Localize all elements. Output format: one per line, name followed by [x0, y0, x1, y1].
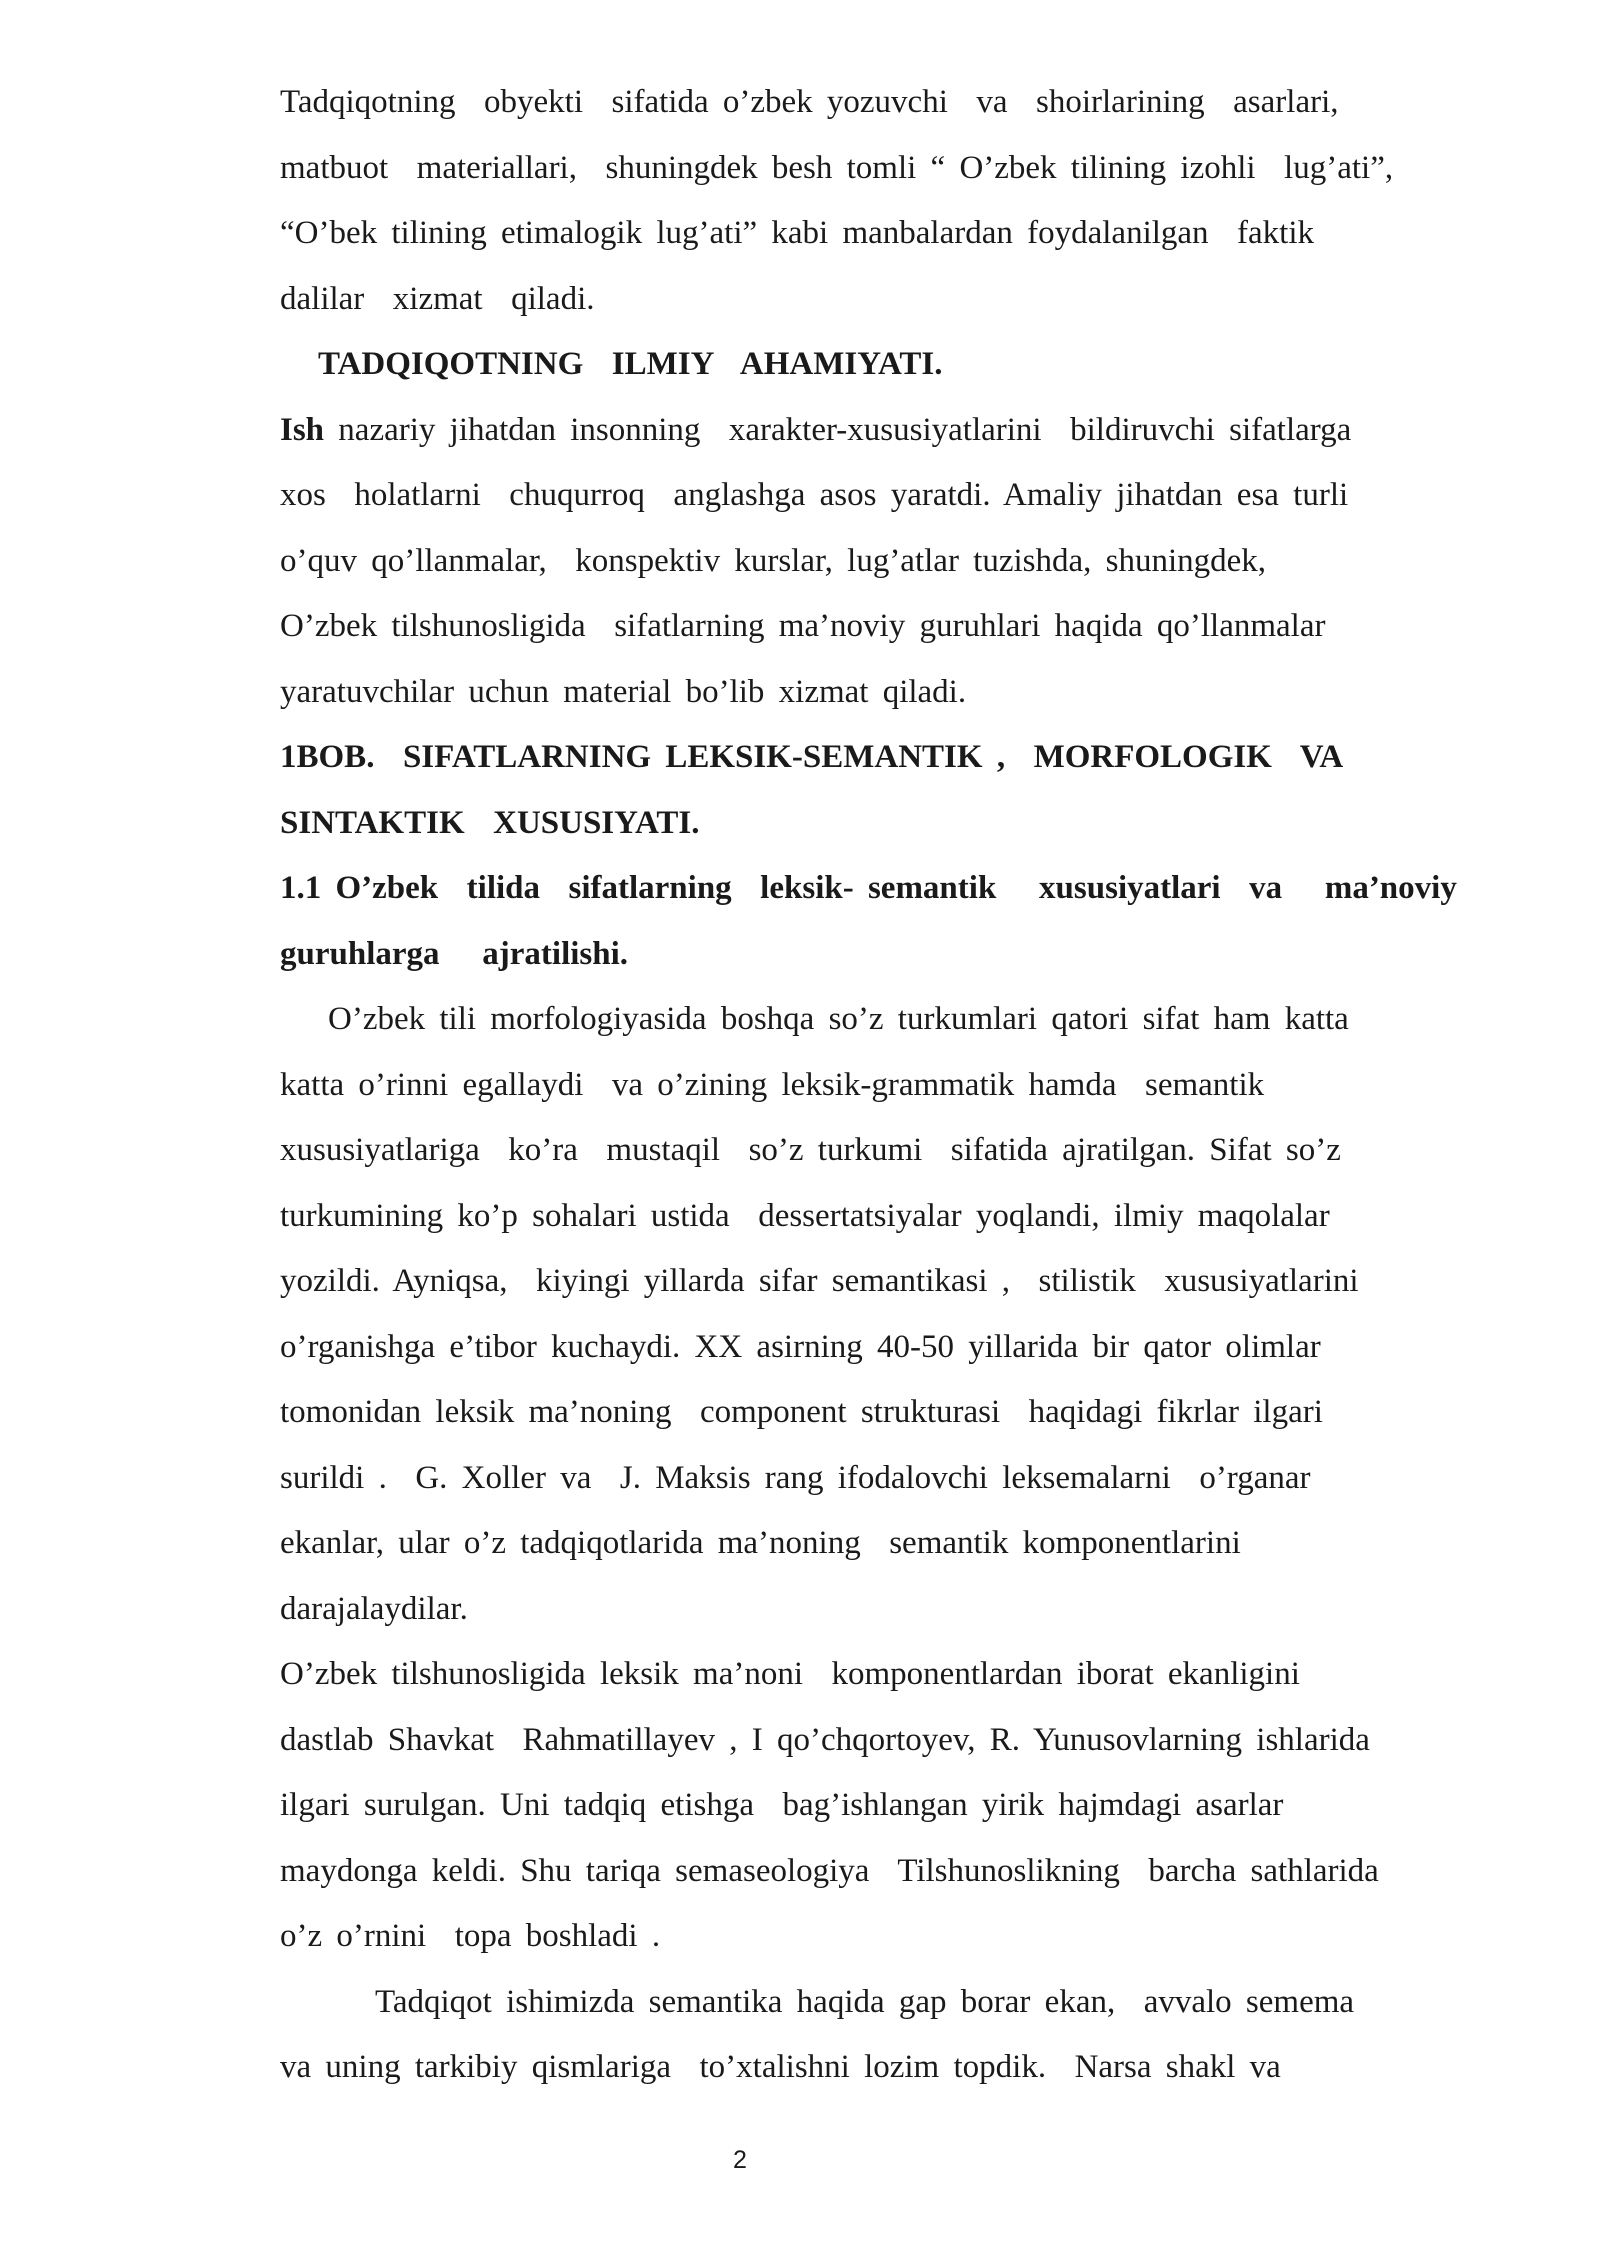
- page-number: 2: [733, 2146, 747, 2174]
- paragraph-line: o’rganishga e’tibor kuchaydi. XX asirning 40-50 yillarida bir qator olimlar: [280, 1328, 1321, 1365]
- subsection-heading: 1.1 O’zbek tilida sifatlarning leksik- semantik xususiyatlari va ma’noviy: [280, 870, 1457, 906]
- paragraph-line: matbuot materiallari, shuningdek besh tomli “ O’zbek tilining izohli lug’ati”,: [280, 149, 1394, 186]
- paragraph-line: O’zbek tili morfologiyasida boshqa so’z turkumlari qatori sifat ham katta: [328, 1001, 1349, 1037]
- paragraph-text: nazariy jihatdan insonning xarakter-xususiyatlarini bildiruvchi sifatlarga: [324, 411, 1352, 448]
- paragraph-line: Tadqiqotning obyekti sifatida o’zbek yozuvchi va shoirlarining asarlari,: [280, 84, 1339, 120]
- paragraph-line: ilgari surulgan. Uni tadqiq etishga bag’ishlangan yirik hajmdagi asarlar: [280, 1787, 1284, 1823]
- section-heading: TADQIQOTNING ILMIY AHAMIYATI.: [318, 346, 943, 382]
- paragraph-line: surildi . G. Xoller va J. Maksis rang ifodalovchi leksemalarni o’rganar: [280, 1459, 1311, 1496]
- paragraph-line: Tadqiqot ishimizda semantika haqida gap borar ekan, avvalo semema: [375, 1983, 1355, 2020]
- paragraph-line: O’zbek tilshunosligida leksik ma’noni komponentlardan iborat ekanligini: [280, 1656, 1300, 1692]
- paragraph-line: xususiyatlariga ko’ra mustaqil so’z turkumi sifatida ajratilgan. Sifat so’z: [280, 1132, 1341, 1168]
- paragraph-line: o’z o’rnini topa boshladi .: [280, 1918, 661, 1954]
- paragraph-line: dalilar xizmat qiladi.: [280, 280, 595, 317]
- paragraph-line: o’quv qo’llanmalar, konspektiv kurslar, lug’atlar tuzishda, shuningdek,: [280, 542, 1267, 579]
- paragraph-line: ekanlar, ular o’z tadqiqotlarida ma’noning semantik komponentlarini: [280, 1525, 1241, 1561]
- chapter-heading: SINTAKTIK XUSUSIYATI.: [280, 804, 700, 841]
- paragraph-line: O’zbek tilshunosligida sifatlarning ma’noviy guruhlari haqida qo’llanmalar: [280, 608, 1326, 644]
- paragraph-line: [280, 398, 1550, 464]
- paragraph-line: katta o’rinni egallaydi va o’zining leksik-grammatik hamda semantik: [280, 1066, 1265, 1103]
- document-body: [280, 70, 1550, 2101]
- paragraph-line: va uning tarkibiy qismlariga to’xtalishni lozim topdik. Narsa shakl va: [280, 2049, 1281, 2085]
- paragraph-line: maydonga keldi. Shu tariqa semaseologiya Tilshunoslikning barcha sathlarida: [280, 1852, 1379, 1889]
- paragraph-line: dastlab Shavkat Rahmatillayev , I qo’chqortoyev, R. Yunusovlarning ishlarida: [280, 1721, 1370, 1758]
- chapter-heading: 1BOB. SIFATLARNING LEKSIK-SEMANTIK , MORFOLOGIK VA: [280, 739, 1344, 775]
- paragraph-line: yaratuvchilar uchun material bo’lib xizmat qiladi.: [280, 673, 967, 710]
- paragraph-line: yozildi. Ayniqsa, kiyingi yillarda sifar semantikasi , stilistik xususiyatlarini: [280, 1263, 1359, 1299]
- subsection-heading: guruhlarga ajratilishi.: [280, 935, 629, 972]
- paragraph-line: xos holatlarni chuqurroq anglashga asos yaratdi. Amaliy jihatdan esa turli: [280, 477, 1349, 513]
- paragraph-line: darajalaydilar.: [280, 1590, 468, 1627]
- paragraph-line: tomonidan leksik ma’noning component strukturasi haqidagi fikrlar ilgari: [280, 1394, 1323, 1430]
- paragraph-line: turkumining ko’p sohalari ustida dessertatsiyalar yoqlandi, ilmiy maqolalar: [280, 1197, 1330, 1234]
- bold-lead-word: Ish: [280, 411, 325, 448]
- paragraph-line: “O’bek tilining etimalogik lug’ati” kabi manbalardan foydalanilgan faktik: [280, 215, 1315, 251]
